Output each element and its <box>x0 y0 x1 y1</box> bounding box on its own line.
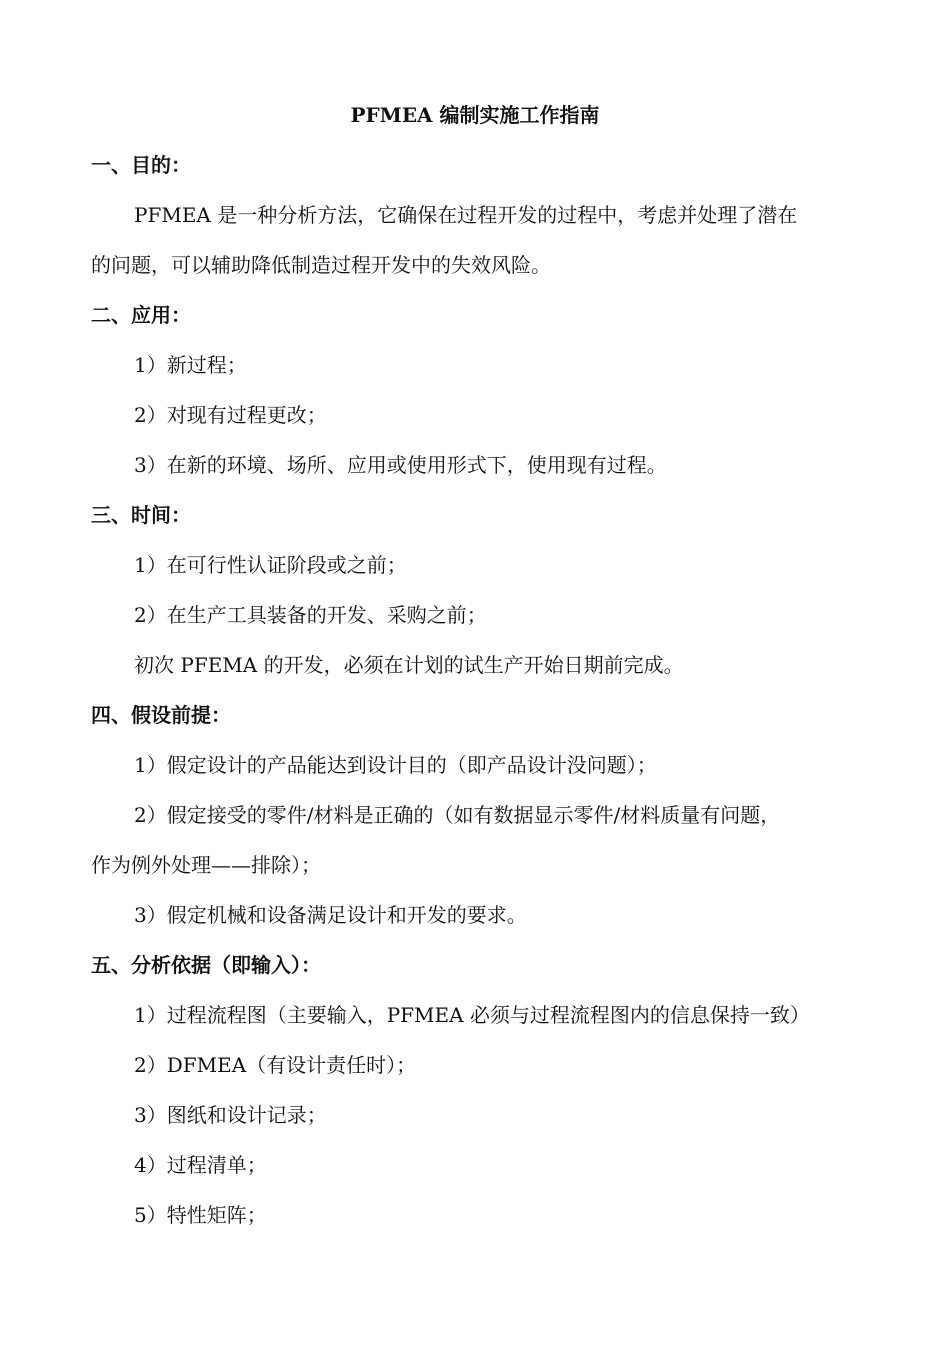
section-heading-application: 二、应用： <box>91 303 191 327</box>
list-item: 3）在新的环境、场所、应用或使用形式下，使用现有过程。 <box>134 453 667 477</box>
document-title: PFMEA 编制实施工作指南 <box>350 103 600 127</box>
section-heading-timing: 三、时间： <box>91 503 191 527</box>
section-heading-purpose: 一、目的： <box>91 153 191 177</box>
paragraph-line: PFMEA 是一种分析方法，它确保在过程开发的过程中，考虑并处理了潜在 <box>134 203 798 227</box>
section-heading-inputs: 五、分析依据（即输入）： <box>91 953 321 977</box>
paragraph-line: 初次 PFEMA 的开发，必须在计划的试生产开始日期前完成。 <box>134 653 684 677</box>
list-item: 1）在可行性认证阶段或之前； <box>134 553 407 577</box>
list-item: 1）假定设计的产品能达到设计目的（即产品设计没问题）； <box>134 753 657 777</box>
paragraph-line: 的问题，可以辅助降低制造过程开发中的失效风险。 <box>91 253 551 277</box>
list-item: 2）DFMEA（有设计责任时）； <box>134 1053 417 1077</box>
list-item: 2）假定接受的零件/材料是正确的（如有数据显示零件/材料质量有问题， <box>134 803 781 827</box>
document-body <box>91 150 861 1250</box>
list-item: 3）图纸和设计记录； <box>134 1103 327 1127</box>
list-item: 2）对现有过程更改； <box>134 403 327 427</box>
list-item: 2）在生产工具装备的开发、采购之前； <box>134 603 487 627</box>
list-item: 3）假定机械和设备满足设计和开发的要求。 <box>134 903 527 927</box>
section-heading-assumptions: 四、假设前提： <box>91 703 231 727</box>
list-item: 1）新过程； <box>134 353 247 377</box>
list-item: 5）特性矩阵； <box>134 1203 267 1227</box>
list-item: 4）过程清单； <box>134 1153 267 1177</box>
paragraph-line: 作为例外处理——排除）； <box>91 853 321 877</box>
list-item: 1）过程流程图（主要输入，PFMEA 必须与过程流程图内的信息保持一致） <box>134 1003 810 1027</box>
